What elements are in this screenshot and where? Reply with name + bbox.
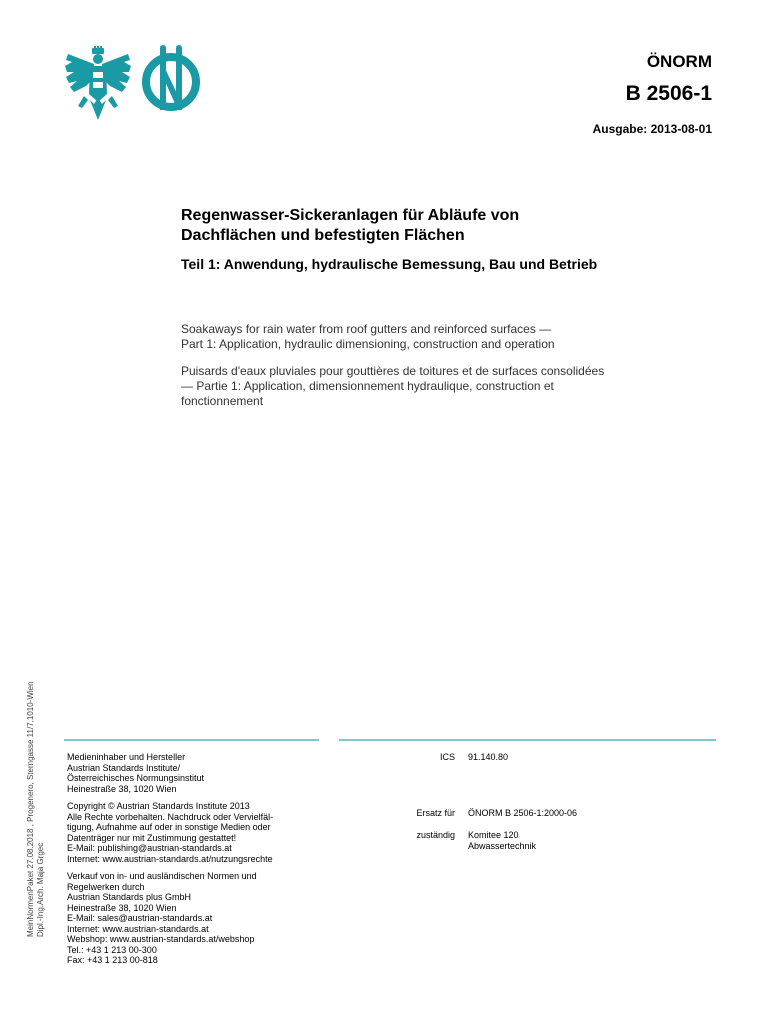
title-en-line-2: Part 1: Application, hydraulic dimensioning, construction and operation [181, 337, 555, 351]
copyright-line: Datenträger nur mit Zustimmung gestattet! [67, 832, 237, 843]
divider-left [64, 739, 319, 741]
austrian-eagle-logo [64, 46, 132, 120]
ics-label: ICS [439, 752, 455, 762]
sales-internet: Internet: www.austrian-standards.at [67, 923, 209, 934]
divider-right [339, 739, 716, 741]
title-en-line-1: Soakaways for rain water from roof gutters and reinforced surfaces — [181, 322, 552, 336]
license-line-1: MeinNormenPaket 27.08.2018 , Progenero, Sterngasse 11/7,1010-Wien [26, 681, 35, 937]
sales-fax: Fax: +43 1 213 00-818 [67, 955, 158, 965]
norm-number: B 2506-1 [625, 82, 712, 105]
publisher-line: Austrian Standards Institute/ [67, 762, 181, 773]
norm-label: ÖNORM [646, 52, 712, 71]
sales-line: Verkauf von in- und ausländischen Normen und [67, 871, 257, 881]
ics-value: 91.140.80 [468, 752, 509, 762]
sales-block [67, 871, 327, 966]
document-title-de [181, 206, 661, 246]
sales-phone: Tel.: +43 1 213 00-300 [67, 944, 157, 955]
sales-email: E-Mail: sales@austrian-standards.at [67, 913, 213, 923]
copyright-block [67, 801, 327, 864]
publisher-line: Heinestraße 38, 1020 Wien [67, 783, 177, 794]
title-fr-line-2: — Partie 1: Application, dimensionnement hydraulique, construction et [181, 379, 554, 393]
sales-line: Regelwerken durch [67, 881, 145, 892]
title-de-line-2: Dachflächen und befestigten Flächen [181, 227, 465, 244]
zustaendig-value-line-2: Abwassertechnik [468, 840, 537, 851]
imprint [67, 752, 327, 973]
license-watermark [26, 657, 46, 937]
copyright-line: tigung, Aufnahme auf oder in sonstige Medien oder [67, 822, 271, 832]
copyright-email: E-Mail: publishing@austrian-standards.at [67, 843, 232, 853]
ersatz-label: Ersatz für [416, 808, 455, 818]
title-fr-line-1: Puisards d'eaux pluviales pour gouttières de toitures et de surfaces consolidées [181, 364, 605, 378]
edition-date: Ausgabe: 2013-08-01 [592, 122, 712, 136]
sales-webshop: Webshop: www.austrian-standards.at/webshop [67, 934, 255, 944]
copyright-internet: Internet: www.austrian-standards.at/nutzungsrechte [67, 853, 273, 864]
publisher-block [67, 752, 327, 794]
title-fr-line-3: fonctionnement [181, 394, 264, 408]
document-subtitle-de: Teil 1: Anwendung, hydraulische Bemessung, Bau und Betrieb [181, 256, 598, 272]
title-de-line-1: Regenwasser-Sickeranlagen für Abläufe von [181, 207, 520, 224]
copyright-line: Copyright © Austrian Standards Institute 2013 [67, 801, 250, 811]
ersatz-value: ÖNORM B 2506-1:2000-06 [468, 808, 578, 818]
sales-line: Heinestraße 38, 1020 Wien [67, 902, 177, 913]
copyright-line: Alle Rechte vorbehalten. Nachdruck oder Vervielfäl- [67, 811, 274, 822]
zustaendig-value-line-1: Komitee 120 [468, 830, 519, 840]
publisher-line: Medieninhaber und Hersteller [67, 752, 186, 762]
document-title-en [181, 322, 651, 352]
publisher-line: Österreichisches Normungsinstitut [67, 773, 205, 783]
sales-line: Austrian Standards plus GmbH [67, 892, 192, 902]
zustaendig-label: zuständig [416, 830, 455, 840]
zustaendig-value [468, 830, 536, 851]
document-title-fr [181, 364, 651, 409]
on-logo [140, 44, 202, 114]
license-line-2: Dipl.-Ing.Arch. Maja Grgec [36, 842, 45, 937]
